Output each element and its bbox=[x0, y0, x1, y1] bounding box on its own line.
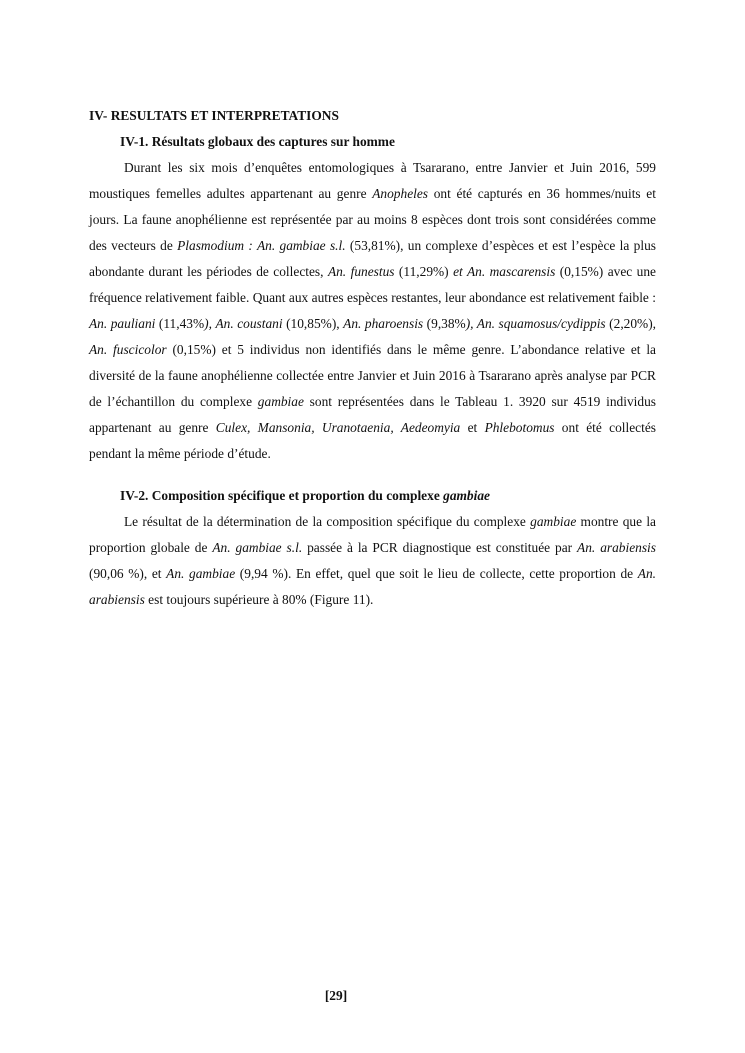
italic-run: An. gambiae bbox=[166, 566, 236, 581]
text-run: (11,43% bbox=[155, 316, 205, 331]
paragraph-2 bbox=[89, 509, 656, 613]
text-run: (10,85%), bbox=[282, 316, 344, 331]
italic-run: et An. mascarensis bbox=[453, 264, 556, 279]
italic-run: An. pauliani bbox=[89, 316, 156, 331]
heading-text: IV-2. Composition spécifique et proportion du complexe bbox=[120, 488, 444, 503]
paragraph-1 bbox=[89, 155, 656, 467]
italic-run: Culex, Mansonia, Uranotaenia, Aedeomyia bbox=[215, 420, 461, 435]
italic-run: An. funestus bbox=[327, 264, 395, 279]
text-run: (53,81%), un complexe d’espèces et est l’espèce la plus abondante durant les périodes de collectes, bbox=[89, 238, 656, 279]
text-run: (90,06 %), et bbox=[89, 566, 167, 581]
text-run: (9,94 %). En effet, quel que soit le lieu de collecte, cette proportion de bbox=[235, 566, 638, 581]
italic-run: An. fuscicolor bbox=[89, 342, 167, 357]
italic-run: An. gambiae s.l. bbox=[212, 540, 303, 555]
text-run: (9,38% bbox=[423, 316, 466, 331]
text-run: montre que la proportion globale de bbox=[89, 514, 656, 555]
italic-run: Phlebotomus bbox=[484, 420, 555, 435]
text-run: Le résultat de la détermination de la composition spécifique du complexe bbox=[124, 514, 531, 529]
italic-run: An. coustani bbox=[215, 316, 283, 331]
text-run: et bbox=[460, 420, 485, 435]
text-run: (2,20%), bbox=[605, 316, 657, 331]
page-number: [29] bbox=[324, 988, 348, 1003]
text-run: (11,29%) bbox=[394, 264, 454, 279]
italic-run: ), bbox=[204, 316, 212, 331]
text-run: passée à la PCR diagnostique est constituée par bbox=[302, 540, 578, 555]
italic-run: An. pharoensis bbox=[343, 316, 424, 331]
heading-italic: gambiae bbox=[443, 488, 490, 503]
text-run: Durant les six mois d’enquêtes entomologiques à Tsararano, entre Janvier et Juin 2016, 599 moustiques femelles adultes appartenant au genre bbox=[89, 160, 656, 201]
text-run: (0,15%) avec une fréquence relativement faible. Quant aux autres espèces restantes, leur abondance est relativement faible : bbox=[89, 264, 657, 305]
italic-run: Anopheles bbox=[372, 186, 429, 201]
italic-run: An. arabiensis bbox=[89, 566, 656, 607]
text-run: (0,15%) et 5 individus non identifiés dans le même genre. L’abondance relative et la diversité de la faune anophélienne collectée entre Janvier et Juin 2016 à Tsararano après analyse par PCR de l’échantillon du complexe bbox=[89, 342, 656, 409]
section-heading: IV- RESULTATS ET INTERPRETATIONS bbox=[89, 108, 339, 123]
text-run: ont été capturés en 36 hommes/nuits et jours. La faune anophélienne est représentée par au moins 8 espèces dont trois sont considérées comme des vecteurs de bbox=[89, 186, 656, 253]
italic-run: gambiae bbox=[257, 394, 304, 409]
subsection-heading-1: IV-1. Résultats globaux des captures sur homme bbox=[120, 134, 395, 149]
page-content bbox=[89, 103, 656, 613]
subsection-heading-2 bbox=[89, 483, 656, 509]
italic-run: Plasmodium : An. gambiae s.l. bbox=[177, 238, 346, 253]
text-run: est toujours supérieure à 80% (Figure 11). bbox=[144, 592, 374, 607]
paragraph-gap bbox=[89, 467, 656, 483]
text-run: sont représentées dans le Tableau 1. 3920 sur 4519 individus appartenant au genre bbox=[89, 394, 656, 435]
text-run: ont été collectés pendant la même période d’étude. bbox=[89, 420, 656, 461]
italic-run: ), An. squamosus/cydippis bbox=[465, 316, 606, 331]
italic-run: An. arabiensis bbox=[577, 540, 656, 555]
italic-run: gambiae bbox=[530, 514, 577, 529]
